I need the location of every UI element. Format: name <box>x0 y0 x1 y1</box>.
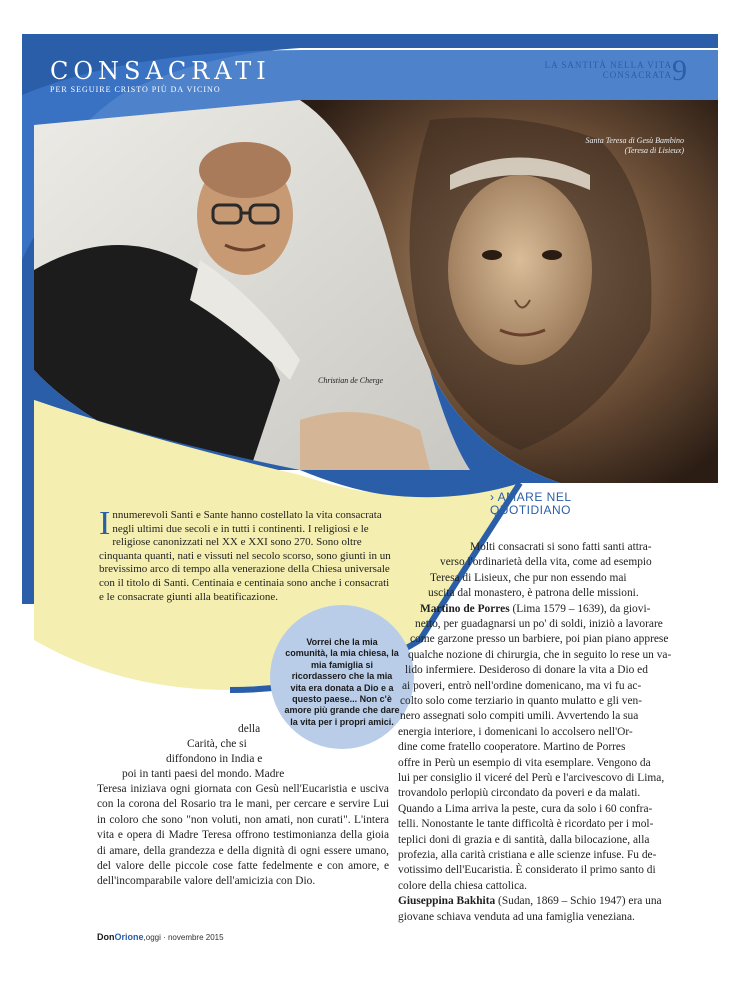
section-line-2: CONSACRATA <box>602 70 672 80</box>
martino-line-text: telli. Nonostante le tante difficoltà è ricordato per i mol- <box>398 818 654 831</box>
intro-line-text: Teresa di Lisieux, che pur non essendo mai <box>430 571 627 584</box>
martino-line <box>398 833 649 848</box>
martino-line-text: lui per consiglio il viceré del Perù e l'arcivescovo di Lima, <box>398 772 665 784</box>
footer-brand-don: Don <box>97 932 115 942</box>
dropcap: I <box>99 505 111 542</box>
bakhita-line <box>398 894 662 909</box>
right-intro-line <box>470 540 652 555</box>
martino-line-text: ai poveri, entrò nell'ordine domenicano, ma vi fu ac- <box>402 679 642 692</box>
intro-line-text: uscita dal monastero, è patrona delle missioni. <box>428 587 639 600</box>
martino-line <box>398 725 633 740</box>
martino-line-text: votissimo dell'Eucaristia. È considerato il primo santo di <box>398 864 656 877</box>
martino-line <box>398 817 653 832</box>
left-line-1: della <box>238 723 261 735</box>
martino-line <box>398 786 640 801</box>
bakhita-name: Giuseppina Bakhita <box>398 895 496 908</box>
martino-name: Martino de Porres <box>420 602 510 615</box>
teresa-face <box>448 175 592 365</box>
martino-line-text: colore della chiesa cattolica. <box>398 879 528 892</box>
caption-christian: Christian de Cherge <box>318 376 384 385</box>
heading-line-1: › AMARE NEL <box>490 490 572 504</box>
martino-line <box>420 602 650 617</box>
martino-line-text: trovandolo perlopiù circondato da poveri e da malati. <box>398 787 641 800</box>
martino-line-text: profezia, alla carità cristiana e alle scienze infuse. Fu de- <box>398 849 657 861</box>
martino-line-text: Quando a Lima arriva la peste, cura da solo i 60 confra- <box>398 802 653 815</box>
logo-title: CONSACRATI <box>50 57 271 85</box>
martino-line-text: teplici doni di grazia e di santità, dalla bilocazione, alla <box>398 833 650 846</box>
bakhita-first-line: (Sudan, 1869 – Schio 1947) era una <box>495 895 662 908</box>
martino-line <box>398 756 651 771</box>
martino-line <box>398 863 656 878</box>
martino-line <box>398 740 625 755</box>
intro-paragraph <box>99 505 394 604</box>
martino-line-text: colto solo come terziario in quanto mulatto e gli ven- <box>400 695 642 707</box>
martino-line-text: nero assegnati solo compiti umili. Avvertendo la sua <box>400 710 639 723</box>
intro-text: nnumerevoli Santi e Sante hanno costellato la vita consacrata negli ultimi due secoli e in tutti i continenti. I religiosi e le religiose canonizzati nel XX e XXI sono 270. Sono oltre cinquanta quanti, nati e vissuti nel secolo scorso, sono giunti in un brevissimo arco di tempo alla venerazione della Chiesa universale con il titolo di Santi. Centinaia e centinaia sono anche i consacrati e le consacrate giunti alla beatificazione. <box>99 509 391 603</box>
caption-teresa-line-1: Santa Teresa di Gesù Bambino <box>585 136 684 145</box>
caption-teresa-line-2: (Teresa di Lisieux) <box>624 146 684 155</box>
martino-line <box>410 632 668 647</box>
martino-line-text: energia interiore, i domenicani lo accolsero nell'Or- <box>398 725 633 738</box>
martino-line <box>398 848 656 863</box>
heading-line-2: QUOTIDIANO <box>490 503 572 517</box>
martino-line <box>398 771 664 786</box>
martino-line <box>400 709 638 724</box>
bakhita-line-text: giovane schiava venduta ad una famiglia veneziana. <box>398 910 635 923</box>
footer-brand-orione: Orione <box>114 932 144 942</box>
caption-teresa <box>585 136 684 156</box>
martino-line-text: qualche nozione di chirurgia, che in seguito lo rese un va- <box>408 648 672 661</box>
martino-line-text: dine come fratello cooperatore. Martino de Porres <box>398 741 626 754</box>
martino-line-text: netto, per guadagnarsi un po' di soldi, iniziò a lavorare <box>415 618 663 630</box>
martino-line <box>405 663 648 678</box>
left-paragraph: Teresa iniziava ogni giornata con Gesù nell'Eucaristia e usciva con la corona del Rosario tra le mani, per cercare e servire Lui in coloro che sono "non voluti, non amati, non curati". L'intera vita e opera di Madre Teresa offrono testimonianza della gioia di amare, della grandezza e della dignità di ogni essere umano, del valore delle piccole cose fatte fedelmente e con amore, e dell'incomparabile valore dell'amicizia con Dio. <box>97 783 389 888</box>
footer-issue: ,oggi · novembre 2015 <box>143 933 224 942</box>
page-number: 9 <box>672 54 687 87</box>
intro-line-text: Molti consacrati si sono fatti santi attra- <box>470 541 652 553</box>
martino-line-text: lido infermiere. Desideroso di donare la vita a Dio ed <box>405 664 648 677</box>
martino-line <box>398 802 652 817</box>
martino-line <box>398 879 527 894</box>
left-line-2: Carità, che si <box>187 738 247 750</box>
magazine-logo <box>50 58 271 95</box>
martino-line <box>400 694 642 709</box>
section-heading <box>490 491 572 517</box>
martino-first-line: (Lima 1579 – 1639), da giovi- <box>509 602 651 615</box>
martino-line <box>402 679 641 694</box>
martino-line <box>408 648 671 663</box>
right-intro-line <box>430 571 627 586</box>
bakhita-line <box>398 910 635 925</box>
right-intro-line <box>440 555 652 570</box>
section-title <box>545 60 672 80</box>
pull-quote: Vorrei che la mia comunità, la mia chiesa, la mia famiglia si ricordassero che la mia vita era donata a Dio e a questo paese... Non c'è amore più grande che dare la vita per i propri amici. <box>284 637 400 727</box>
logo-subtitle: PER SEGUIRE CRISTO PIÙ DA VICINO <box>50 85 221 94</box>
footer <box>97 932 224 942</box>
martino-line-text: offre in Perù un esempio di vita esemplare. Vengono da <box>398 756 651 769</box>
intro-line-text: verso l'ordinarietà della vita, come ad esempio <box>440 556 652 569</box>
left-line-4: poi in tanti paesi del mondo. Madre <box>122 768 285 780</box>
left-line-3: diffondono in India e <box>166 753 263 765</box>
martino-line-text: come garzone presso un barbiere, poi pian piano apprese <box>410 633 669 646</box>
martino-line <box>415 617 663 632</box>
right-intro-line <box>428 586 639 601</box>
section-line-1: LA SANTITÀ NELLA VITA <box>544 60 672 70</box>
